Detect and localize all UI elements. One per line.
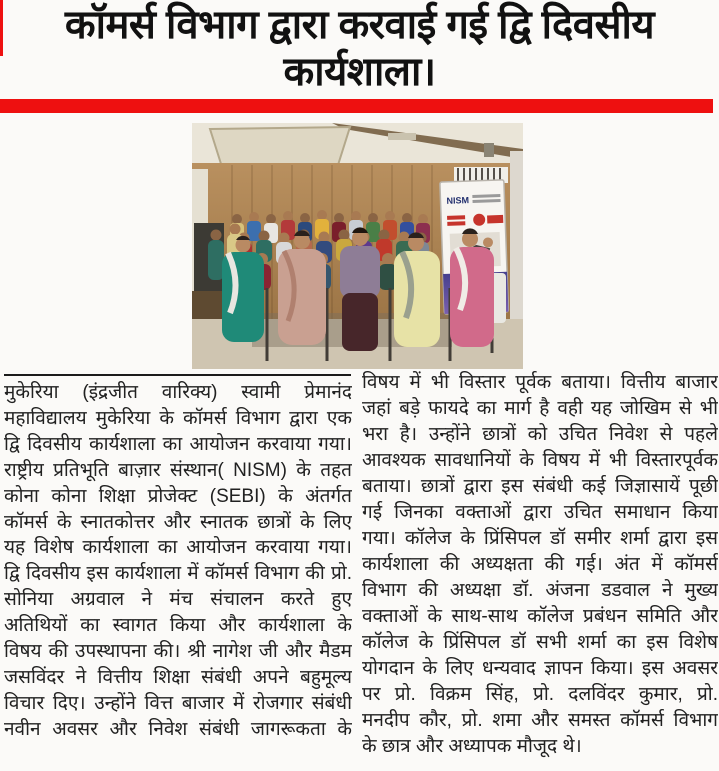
banner-nism-label: NISM: [446, 195, 470, 206]
article-text-line: पर प्रो. विक्रम सिंह, प्रो. दलविंदर कुमार, प्रो.: [362, 684, 718, 705]
article-text-line: कार्यशाला की अध्यक्षता की गई। अंत में कॉमर्स: [362, 554, 718, 575]
headline-line-1: कॉमर्स विभाग द्वारा करवाई गई द्वि दिवसीय: [64, 3, 655, 47]
article-text-line: विचार दिए। उन्होंने वित्त बाजार में रोजगार संबंधी: [4, 692, 352, 714]
article-text-line: वक्ताओं के साथ-साथ कॉलेज प्रबंधन समिति और: [362, 606, 718, 627]
article-text-line: जसविंदर ने वित्तीय शिक्षा संबंधी अपने बहुमूल्य: [4, 666, 352, 688]
article-text-line: द्वि दिवसीय कार्यशाला का आयोजन करवाया गया।: [4, 433, 352, 455]
article-text-line: मनदीप कौर, प्रो. शमा और समस्त कॉमर्स विभाग: [362, 710, 718, 731]
article-text-line: मुकेरिया (इंद्रजीत वारिक्य) स्वामी प्रेमानंद: [4, 382, 352, 403]
article-text-line: योगदान के लिए धन्यवाद ज्ञापन किया। इस अवसर: [362, 658, 718, 679]
article-text-line: द्वि दिवसीय इस कार्यशाला में कॉमर्स विभाग की प्रो.: [4, 563, 352, 585]
article-text-line: गया। कॉलेज के प्रिंसिपल डॉ समीर शर्मा द्वारा इस: [362, 528, 718, 549]
column-top-rule: [4, 374, 351, 376]
article-text-line: विभाग की अध्यक्षा डॉ. अंजना डडवाल ने मुख्य: [362, 580, 718, 601]
article-photo: [192, 123, 523, 369]
ceiling-tray: [210, 127, 350, 167]
article-text-line: कोना कोना शिक्षा प्रोजेक्ट (SEBI) के अंतर्गत: [4, 485, 352, 507]
headline-line-2: कार्यशाला।: [283, 50, 436, 94]
article-text-line: राष्ट्रीय प्रतिभूति बाज़ार संस्थान( NISM) के तहत: [4, 459, 352, 481]
article-text-line: भरा है। उन्होंने छात्रों को उचित निवेश से पहले: [362, 424, 718, 445]
article-headline: [0, 0, 719, 96]
article-text-line: महाविद्यालय मुकेरिया के कॉमर्स विभाग द्वारा एक: [4, 407, 352, 429]
article-text-line: विषय में भी विस्तार पूर्वक बताया। वित्तीय बाजार: [362, 372, 718, 393]
article-text-line: यह विशेष कार्यशाला का आयोजन करवाया गया।: [4, 537, 352, 559]
article-text-line: नवीन अवसर और निवेश संबंधी जागरूकता के: [4, 718, 352, 740]
article-text-line: कॉलेज के प्रिंसिपल डॉ सभी शर्मा का इस विशेष: [362, 632, 718, 653]
article-text-line: आवश्यक सावधानियों के विषय में भी विस्तारपूर्वक: [362, 450, 718, 471]
article-text-line: सोनिया अग्रवाल ने मंच संचालन करते हुए: [4, 589, 352, 611]
article-text-line: जहां बड़े फायदे का मार्ग है वही यह जोखिम से भी: [362, 398, 718, 419]
article-column-left: [4, 380, 352, 743]
ceiling-vent: [388, 133, 416, 140]
article-column-right: [362, 370, 718, 760]
article-text-line: के छात्र और अध्यापक मौजूद थे।: [362, 736, 582, 757]
article-text-line: विषय की उपस्थापना की। श्री नागेश जी और मैडम: [4, 641, 352, 663]
wall-vent: [484, 143, 494, 157]
article-text-line: गई जिनका वक्ताओं द्वारा उचित समाधान किया: [362, 502, 718, 523]
headline-divider-bar: [0, 99, 713, 113]
article-text-line: अतिथियों का स्वागत किया और कार्यशाला के: [4, 615, 352, 637]
article-text-line: कॉमर्स के स्नातकोत्तर और स्नातक छात्रों के लिए: [4, 511, 352, 533]
workshop-group-photo: [192, 123, 523, 369]
article-text-line: बताया। छात्रों द्वारा इस संबंधी कई जिज्ञासायें पूछी: [362, 476, 718, 497]
